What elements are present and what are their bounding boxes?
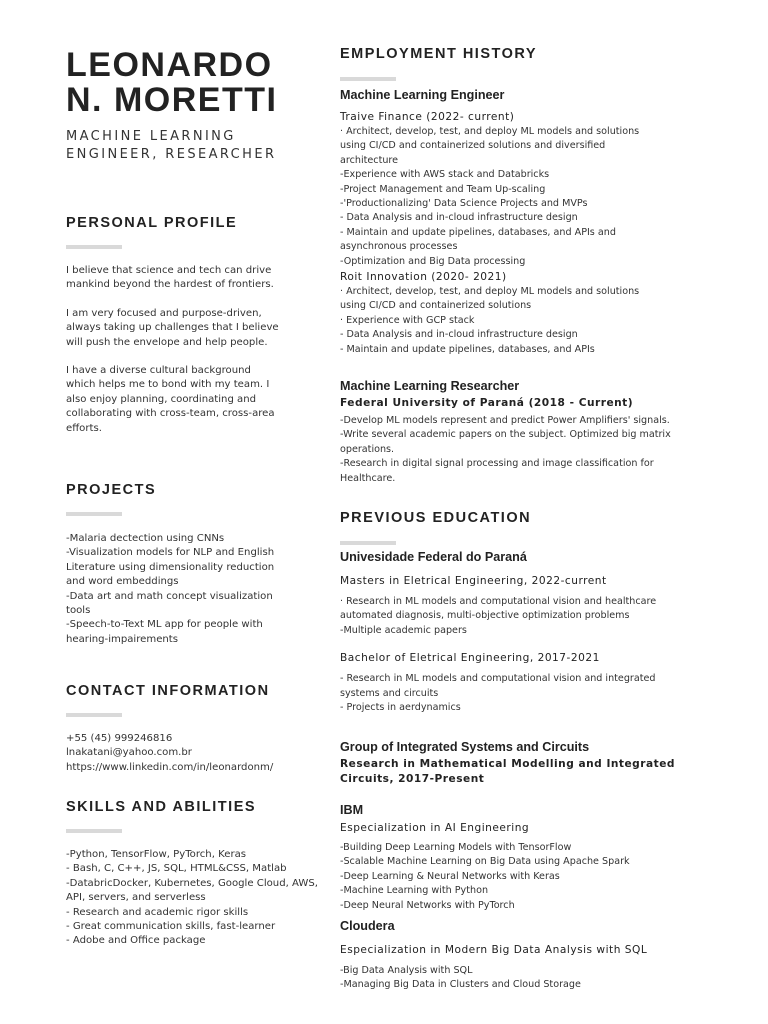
employment-heading: EMPLOYMENT HISTORY	[340, 46, 537, 62]
job-title: Machine Learning Engineer	[340, 88, 505, 102]
list-item: -Speech-to-Text ML app for people with	[66, 619, 263, 631]
section-divider	[66, 245, 122, 249]
edu-ibm	[340, 802, 712, 913]
job-bullets: · Architect, develop, test, and deploy ML models and solutions using CI/CD and containerized solutions and diversified architecture -Experience with AWS stack and Databricks -Project Management and Team Up-scaling -'Productionalizing' Data Science Projects and MVPs - Data Analysis and in-cloud infrastructure design - Maintain and update pipelines, databases, and APIs and asynchronous processes -Optimization and Big Data processing	[340, 126, 640, 267]
degree-bullets: - Research in ML models and computational vision and integrated systems and circuits - Projects in aerdynamics	[340, 673, 656, 714]
skills-list	[66, 848, 318, 949]
list-item: -Malaria dectection using CNNs	[66, 533, 225, 544]
list-item: -Visualization models for NLP and English	[66, 547, 275, 559]
course-title: Especialization in AI Engineering	[340, 822, 530, 834]
list-item: -Data art and math concept visualization	[66, 590, 273, 602]
education-heading: PREVIOUS EDUCATION	[340, 510, 532, 526]
degree-bullets: · Research in ML models and computational vision and healthcare automated diagnosis, multi-objective optimization problems -Multiple academic papers	[340, 596, 657, 636]
job-bullets: · Architect, develop, test, and deploy ML models and solutions using CI/CD and containerized solutions · Experience with GCP stack - Data Analysis and in-cloud infrastructure design - Maintain and update pipelines, databases, and APIs	[340, 286, 640, 355]
list-item: API, servers, and serverless	[66, 892, 206, 904]
provider-name: Cloudera	[340, 919, 395, 933]
job-ml-researcher	[340, 378, 712, 486]
list-item: tools	[66, 605, 91, 617]
job-ml-engineer	[340, 87, 712, 357]
profile-paragraph: I am very focused and purpose-driven, always taking up challenges that I believe will push the envelope and help people.	[66, 307, 279, 348]
provider-name: IBM	[340, 803, 364, 817]
list-item: - Bash, C, C++, JS, SQL, HTML&CSS, Matlab	[66, 863, 287, 875]
edu-cloudera	[340, 918, 712, 993]
contact-list	[66, 732, 273, 775]
section-divider	[66, 512, 122, 516]
contact-phone: +55 (45) 999246816	[66, 733, 173, 744]
contact-heading: CONTACT INFORMATION	[66, 683, 270, 699]
edu-gisc	[340, 739, 712, 787]
group-name: Group of Integrated Systems and Circuits	[340, 740, 590, 754]
profile-paragraph: I believe that science and tech can drive mankind beyond the hardest of frontiers.	[66, 265, 274, 291]
degree-title: Masters in Eletrical Engineering, 2022-current	[340, 575, 607, 587]
profile-paragraph: I have a diverse cultural background which helps me to bond with my team. I also enjoy planning, coordinating and collaborating with cross-team, cross-area efforts.	[66, 365, 275, 434]
contact-email[interactable]: lnakatani@yahoo.com.br	[66, 747, 192, 759]
list-item: -DatabricDocker, Kubernetes, Google Cloud, AWS,	[66, 877, 318, 889]
section-divider	[66, 713, 122, 717]
list-item: - Adobe and Office package	[66, 935, 206, 947]
research-title: Circuits, 2017-Present	[340, 773, 485, 785]
projects-list	[66, 532, 274, 647]
company-name: Traive Finance (2022- current)	[340, 111, 515, 123]
job-bullets: -Develop ML models represent and predict Power Amplifiers' signals. -Write several academic papers on the subject. Optimized big matrix operations. -Research in digital signal processing and image classification for Healthcare.	[340, 415, 671, 484]
edu-ufpr	[340, 549, 712, 715]
list-item: hearing-impairements	[66, 633, 179, 645]
candidate-subtitle: MACHINE LEARNING ENGINEER, RESEARCHER	[66, 129, 277, 162]
list-item: - Great communication skills, fast-learner	[66, 921, 276, 933]
contact-linkedin[interactable]: https://www.linkedin.com/in/leonardonm/	[66, 761, 274, 773]
course-bullets: -Big Data Analysis with SQL -Managing Big Data in Clusters and Cloud Storage	[340, 965, 581, 991]
section-divider	[66, 829, 122, 833]
list-item: Literature using dimensionality reduction	[66, 561, 275, 573]
projects-heading: PROJECTS	[66, 482, 157, 498]
list-item: and word embeddings	[66, 576, 179, 588]
research-title: Research in Mathematical Modelling and Integrated	[340, 758, 675, 770]
school-name: Univesidade Federal do Paraná	[340, 550, 527, 564]
course-bullets: -Building Deep Learning Models with TensorFlow -Scalable Machine Learning on Big Data using Apache Spark -Deep Learning & Neural Networks with Keras -Machine Learning with Python -Deep Neural Networks with PyTorch	[340, 842, 630, 911]
organization-name: Federal University of Paraná (2018 - Current)	[340, 397, 634, 409]
list-item: -Python, TensorFlow, PyTorch, Keras	[66, 849, 247, 860]
profile-heading: PERSONAL PROFILE	[66, 215, 238, 231]
job-title: Machine Learning Researcher	[340, 379, 520, 393]
skills-heading: SKILLS AND ABILITIES	[66, 799, 257, 815]
course-title: Especialization in Modern Big Data Analysis with SQL	[340, 944, 648, 956]
section-divider	[340, 541, 396, 545]
section-divider	[340, 77, 396, 81]
list-item: - Research and academic rigor skills	[66, 906, 249, 918]
profile-text	[66, 264, 279, 450]
degree-title: Bachelor of Eletrical Engineering, 2017-2021	[340, 652, 600, 665]
candidate-name: LEONARDO N. MORETTI	[66, 46, 278, 119]
company-name: Roit Innovation (2020- 2021)	[340, 271, 507, 284]
